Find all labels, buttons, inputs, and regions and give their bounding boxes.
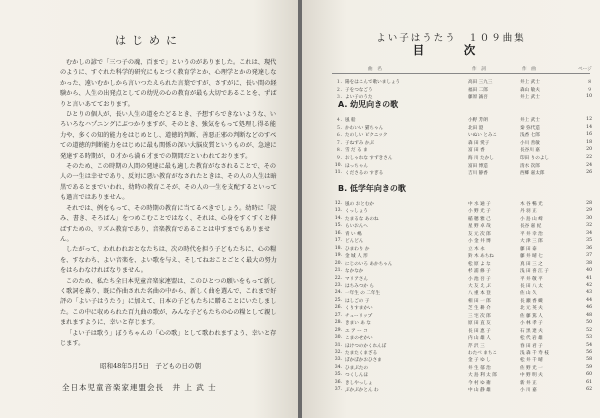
toc-row-page: 30 [586,215,592,221]
toc-row-composer: 井上 武士 [520,80,540,85]
toc-row-composer: 平 井 幸 治 [520,231,543,237]
toc-row-number: ９. [335,156,342,161]
toc-row-title: くりすまかい [345,306,373,312]
toc-row-page: 22 [586,155,592,160]
toc-row [330,238,592,245]
toc-row-page: 29 [586,208,592,214]
toc-row [330,140,592,147]
toc-row [330,283,592,290]
toc-row-number: 32. [334,350,342,355]
toc-row-page: 16 [586,132,592,138]
toc-row-page: 61 [586,379,592,385]
toc-row-composer: 藤 井 晴 七 [520,254,543,260]
toc-row [330,246,592,253]
right-page [302,0,600,418]
toc-row-title: ぽかぽかおひさま [345,358,382,364]
toc-row [330,313,592,320]
toc-row-page: 24 [586,162,592,168]
toc-row-number: ２. [335,87,342,93]
toc-row-lyricist: 富田 博造 [468,163,488,169]
toc-row-composer: 佐 野 光 一 [520,365,543,371]
toc-row-composer: 北 元 英 夫 [520,306,543,312]
toc-row-lyricist: 北田 澄 [468,125,484,131]
toc-row-title: ほっちゃん [345,163,368,169]
toc-row [330,163,592,170]
toc-row-lyricist: 富 田 香 [468,148,485,154]
toc-row-title: ひまわり か [345,246,370,252]
toc-row-lyricist: 海 川 たかし [468,156,494,161]
toc-row-lyricist: 稲 穂 雅 己 [468,216,491,222]
toc-row-number: 22. [334,275,342,281]
toc-row-number: 24. [334,290,342,296]
toc-row-composer: 森山 敏夫 [520,87,540,93]
toc-row-composer: 小 林 孝 子 [520,321,543,327]
toc-row-composer: 秦 弥代造 [520,125,540,131]
toc-row-page: 56 [586,350,592,355]
toc-row-composer: 小 川 嘉 [520,388,537,394]
toc-row-number: ３. [335,95,342,100]
toc-row-lyricist: 森 田 愛子 [468,140,490,146]
toc-row-title: なかなか [345,269,364,275]
toc-row-number: 18. [334,245,342,251]
toc-row-composer: 平 井 敬 平 [520,276,543,282]
toc-row [330,79,592,86]
toc-row [330,350,592,357]
toc-row-title: ぶかぶかとん わ [345,388,379,394]
toc-row-page: 52 [586,327,592,333]
toc-row-composer: 小川 善敏 [520,140,540,146]
toc-row-number: 11. [334,170,342,176]
toc-row-lyricist: 今 村 ゆ 衛 [468,380,491,386]
toc-row-number: 27. [334,312,342,318]
toc-row-page: 36 [586,245,592,251]
col-header-title: 曲 名 [368,67,382,72]
toc-row-composer: 井上 武士 [520,118,540,123]
toc-row [330,268,592,275]
toc-row-composer: 清水 次郎 [520,163,540,169]
toc-row-number: 19. [334,253,342,259]
toc-row [330,125,592,132]
toc-row-composer: 浅 森 千 寿 枝 [520,351,549,356]
left-page [0,0,298,418]
toc-row-page: 32 [586,223,592,229]
toc-row-lyricist: 井 生 郁 治 [468,365,491,371]
toc-row-title: たまたくまざる [345,351,378,356]
toc-row-composer: 浅 田 喜 江 子 [520,269,549,275]
toc-row-page: 35 [586,238,592,244]
intro-paragraph: このため、私たち全日本児童音楽家連盟は、このひとつの願いをもって新しく歌詞を募り、既に作曲された名曲の中から、新しく曲を選んで、これまで好評の「よい子はうたう」に加えて、日本の子どもたちに贈ることにいたしました。この中に収められた百九曲の歌が、みんな子どもたちの心の糧として親しまれますように、幸いと存じます。 [60,277,277,327]
toc-row-composer: 丹 羽 正 [520,209,537,215]
toc-row-composer: 松 井 千 晴 [520,358,543,364]
intro-paragraph: ひとりの個人が、長い人生の道をたどるとき、予想すらできないような、いろいろなハプニングにぶつかりますが、そのとき、強気をもって処理し得る能力や、多くの知的能力をはじめとし、道徳的判断、善悪正邪の判断などのすべての道徳的判断能力をはじめに最も関係の深い大脳皮質というものが、急速に発達する時期が、０才から満６才までの期間だといわれております。 [60,111,277,160]
toc-row-lyricist: 藤原 誠吾 [468,95,488,100]
toc-row [330,147,592,154]
toc-row-number: 14. [334,215,342,221]
toc-row [330,201,592,208]
toc-row-number: 36. [334,379,342,385]
toc-row-page: 12 [586,117,592,122]
toc-row-number: 30. [334,335,342,341]
toc-row [330,87,592,94]
toc-row-page: 28 [586,201,592,206]
section-b-heading: B. 低学年向きの歌 [338,184,406,193]
toc-row-title: くださるの すぎる [345,171,384,177]
toc-row-page: 40 [586,268,592,274]
toc-row-number: ４. [335,118,342,123]
toc-row-page: 26 [586,170,592,176]
toc-row-page: 60 [586,372,592,378]
toc-row [330,290,592,297]
toc-row-composer: 佐 山 久 [520,291,537,297]
toc-row-number: ８. [335,148,342,154]
toc-row-page: 18 [586,139,592,145]
toc-row-composer: 藤 田 泰 [520,246,537,252]
toc-row-lyricist: 松 原 よ な [468,261,491,267]
toc-row-lyricist: 友 元 次 郎 [468,231,491,237]
toc-row-composer: 石 黒 達 夫 [520,328,543,334]
toc-row-lyricist: 三 宅 次 郎 [468,313,491,319]
toc-row-lyricist: 小野 芳朗 [468,118,488,123]
toc-row [330,223,592,230]
toc-row-composer: 長谷 嘉 紀 [520,224,542,230]
toc-row [330,380,592,387]
toc-row [330,132,592,139]
toc-row-lyricist: 金 子 ゆ し [468,358,491,364]
toc-row-number: 16. [334,230,342,236]
toc-row-page: 53 [586,335,592,341]
toc-row-number: 28. [334,320,342,326]
toc-row-lyricist: 中 山 静 雄 [468,388,491,394]
toc-row-title: 青 い 嶋 [345,231,362,237]
toc-row-composer: 長 瀬 香 織 [520,298,543,304]
toc-row-number: 26. [334,305,342,311]
toc-row-composer: 浅香 七郎 [520,133,540,139]
toc-row-lyricist: 芹 沢 三 [468,343,485,349]
toc-row-lyricist: 芝 生 耕 介 [468,306,491,312]
header-rule [332,73,590,74]
toc-row-number: 21. [334,268,342,274]
toc-row-lyricist: 原 田 直 友 [468,321,491,327]
toc-row-lyricist: 中 水 通 子 [468,202,491,207]
col-header-page: ページ [578,67,592,72]
toc-row-lyricist: 大 友 え ぶ [468,283,491,289]
toc-row [330,208,592,215]
signature-date: 昭和48年5月5日 子どもの日の朝 [100,362,202,370]
toc-row-number: １. [335,80,342,85]
toc-row-page: 46 [586,305,592,311]
toc-row-title: どんどん [345,239,364,245]
toc-row-number: 31. [334,342,342,348]
toc-row-number: 33. [334,357,342,363]
toc-row-page: 59 [586,364,592,370]
toc-row-lyricist: 内 山 雄 人 [468,336,491,342]
toc-row-number: 25. [334,297,342,303]
toc-row-composer: 長 田 八 太 [520,283,543,289]
toc-row-lyricist: 吉川 静香 [468,171,488,177]
toc-row-title: きしやっしょ [345,380,373,386]
toc-row-number: 23. [334,282,342,288]
toc-row-title: 風 船 [345,118,356,123]
toc-row-composer: 中 野 明 夫 [520,373,543,379]
toc-row [330,387,592,394]
toc-row-number: ５. [335,125,342,131]
toc-row [330,335,592,342]
toc-row-page: 38 [586,260,592,266]
toc-row-number: 35. [334,372,342,378]
toc-row [330,276,592,283]
toc-row-page: 42 [586,282,592,288]
toc-row-composer: 西郷 嘉太郎 [520,171,545,177]
toc-title: 目 次 [412,43,490,57]
toc-row-page: 50 [586,320,592,326]
toc-row-lyricist: 高田 三九三 [468,80,493,85]
toc-row-page: 37 [586,253,592,259]
col-header-lyricist: 作 詞 [472,67,486,72]
toc-row [330,365,592,372]
toc-row-lyricist: 相 田 一 郎 [468,298,491,304]
toc-row-lyricist: 八 重 本 登 [468,291,491,297]
toc-row-page: ９ [587,87,592,93]
intro-body [60,58,280,349]
toc-row-composer: 新 井 正 [520,380,537,386]
toc-row-title: エ ア ー コ [345,328,368,334]
toc-row-title: 風の おとむか [345,202,375,207]
toc-row-page: ８ [587,80,592,85]
toc-row-lyricist: いぬい とみこ [468,133,498,139]
toc-row-lyricist: 立 木 永 [468,246,485,252]
toc-row-composer: 佐 藤 篤 人 [520,313,543,319]
toc-row [330,117,592,124]
toc-row-composer: 小 島 山 崎 [520,216,543,222]
toc-row-title: かわいい 猫ちゃん [345,125,384,131]
toc-row-title: くっしょう [345,209,368,215]
toc-row-title: おしゃれな すずきさん [345,156,393,161]
toc-row-title: はちみつか ら [345,283,374,289]
toc-row-number: 13. [334,208,342,214]
toc-row-page: 41 [586,275,592,281]
toc-row-title: らいおんへ [345,224,368,230]
toc-row-title: たまるな あのね [345,216,379,222]
toc-row-lyricist: 小 金 井 博 [468,239,491,245]
toc-row [330,231,592,238]
toc-row-number: ６. [335,133,342,139]
toc-row-number: 17. [334,238,342,244]
toc-row-composer: 井上 武士 [520,95,540,100]
toc-row-lyricist: 福田 二郎 [468,87,488,93]
intro-paragraph: それでは、例をもって、その時期の教育に当てるべきでしょう。幼時に「読み、書き、そろばん」をつめこむことではなく、それは、心身をすくすくと伸ばすための、リズム教育であり、音楽教育であることは申すまでもありません。 [60,204,277,243]
toc-row [330,305,592,312]
section-a-heading: A. 幼児向きの歌 [338,100,399,109]
toc-row-title: こまのせかい [345,336,373,342]
toc-row-number: 20. [334,260,342,266]
toc-row-title: はしごの 子 [345,298,370,304]
toc-row-title: 子ねずみ かぶ [345,140,375,146]
toc-row [330,372,592,379]
toc-row-composer: 春 田 君 子 [520,343,543,349]
book-title: よい子はうたう １０９曲集 [376,33,526,44]
toc-row-lyricist: 大 島 利 太 郎 [468,373,497,379]
toc-row-title: ほけつのかくれんぼ [345,343,387,349]
toc-row-page: 10 [586,94,592,99]
toc-row-number: 29. [334,327,342,333]
toc-row-page: 58 [586,357,592,363]
toc-row-title: チューリップ [345,313,373,319]
toc-row-title: 子をつなごう [345,87,373,93]
toc-row-page: 44 [586,297,592,303]
toc-row [330,298,592,305]
toc-row-composer: 大 津 三 郎 [520,239,543,245]
signature-name: 全日本児童音楽家連盟会長 井 上 武 士 [62,383,217,392]
toc-row-title: 陽をはこんで歌いましょう [345,80,401,85]
toc-row-composer: 松 代 岩 雄 [520,336,543,342]
toc-row-number: 15. [334,223,342,229]
toc-row-number: 34. [334,364,342,370]
toc-row-title: ひまぶたの [345,365,368,371]
toc-row-number: 12. [334,201,342,206]
toc-row-composer: 木 谷 暢 光 [520,202,543,207]
toc-row-composer: 真 田 三 之 [520,261,543,267]
toc-row [330,357,592,364]
toc-row-lyricist: 杉 浦 修 子 [468,269,491,275]
toc-row-title: きまい あ な [345,321,371,327]
intro-paragraph: そのため、この時期の人間の発達に最も適した教育がなされることで、その人の一生は幸せであり、反対に悪い教育がなされたときは、その人の人生は暗黒であるとまでいわれ、幼時の教育こそが、その人の一生を支配するといっても過言ではありません。 [60,163,277,202]
toc-row [330,320,592,327]
toc-row-lyricist: 鈴 木 あちね [468,254,494,260]
intro-paragraph: したがって、われわれおとなたちは、次の時代を担う子どもたちに、心の糧を、すなわち、よい音楽を、よい歌を与え、そしてねおことごとく最大の努力をはらわなければなりません。 [60,246,277,275]
toc-row-lyricist: 小 池 吾 子 [468,276,491,282]
toc-row-composer: 長谷川 嘉 [520,148,540,154]
toc-row [330,170,592,177]
toc-row-page: 34 [586,230,592,236]
toc-row-page: 54 [586,342,592,348]
toc-row-page: 14 [586,124,592,130]
toc-row-title: よい子のうた [345,95,373,100]
toc-row-title: つくしんほ [345,373,368,379]
toc-row-title: にじのいろ あかちゃん [345,261,393,267]
intro-paragraph: むかしの諺で「三つ子の魂、百まで」というのがありました。これは、現代のように、すぐれた科学的研究にもとづく教育学とか、心理学とかの発達しなかった、遠いむかしから言いつたえられた言葉ですが、さすがに、長い間の経験から、人生の出発点としての幼児の心の教育が最も大切であることを、ずばりと言いあてております。 [60,59,277,108]
toc-row [330,328,592,335]
toc-row [330,261,592,268]
toc-row-page: 48 [586,312,592,318]
toc-row-lyricist: 小 野 光 子 [468,209,491,215]
toc-row-number: 10. [334,162,342,168]
toc-row-lyricist: 長 田 恵 子 [468,328,491,334]
intro-paragraph: 「よい子は歌う」ぼうちゃんの「心の歌」として歌われますよう、幸いと存じます。 [60,329,277,347]
toc-row [330,253,592,260]
col-header-composer: 作 曲 [522,67,536,72]
intro-title: はじめに [115,34,183,47]
toc-row [330,155,592,162]
toc-row-number: ７. [335,140,342,146]
toc-row-number: 37. [334,387,342,393]
toc-row-page: 62 [586,387,592,393]
toc-row-title: たのしい ピクニック [345,133,388,139]
toc-row-title: 一年生 の 二年生 [345,291,381,297]
toc-row-title: 雪 だ る ま [345,148,368,154]
toc-row [330,216,592,223]
toc-row-composer: 印田 りのよし [520,156,550,161]
toc-row-page: 20 [586,147,592,153]
toc-row-lyricist: わたべ まちこ [468,351,498,356]
toc-row-title: 金 城 人 形 [345,254,368,260]
toc-row [330,343,592,350]
toc-row-title: マリアさん [345,276,368,282]
toc-row-lyricist: 星 野 卓 哉 [468,224,491,230]
toc-row-page: 43 [586,290,592,296]
